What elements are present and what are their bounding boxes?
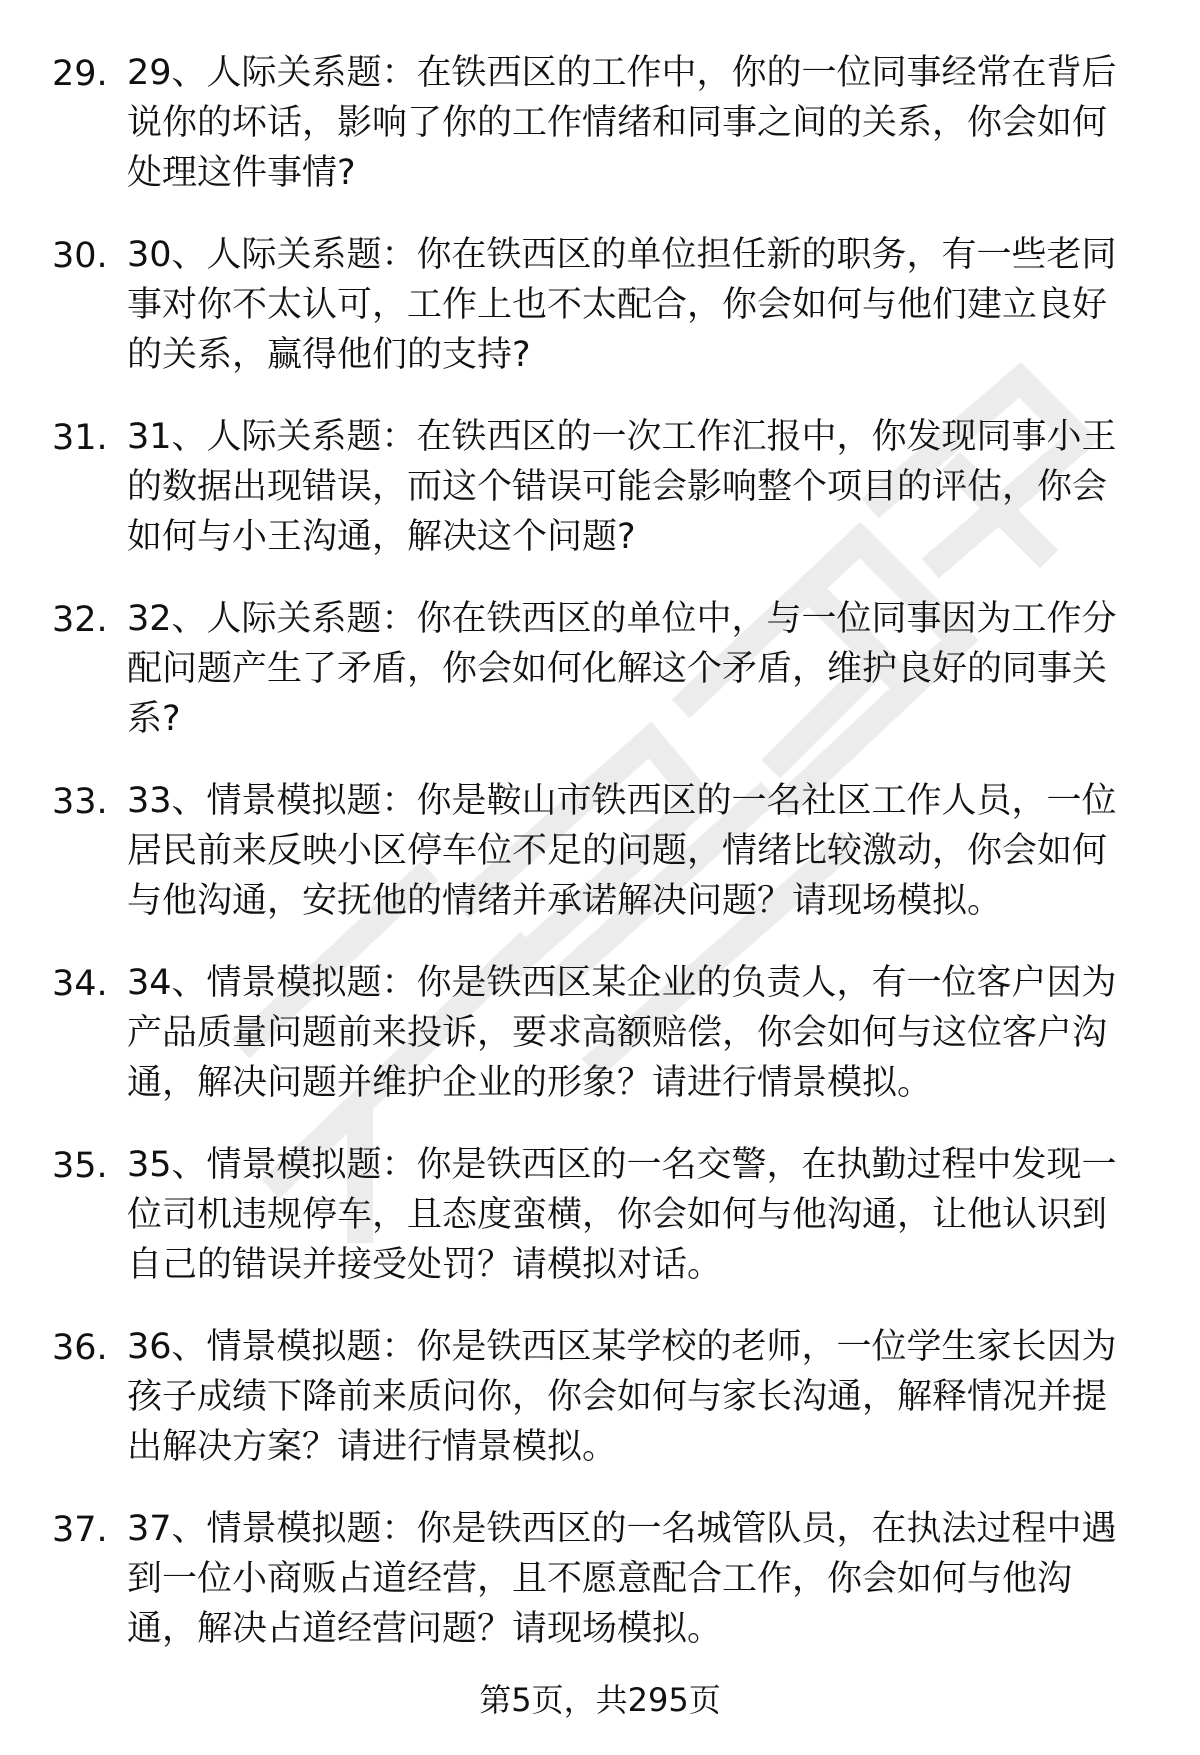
- question-line: 位司机违规停车，且态度蛮横，你会如何与他沟通，让他认识到: [127, 1195, 1108, 1235]
- question-line: 产品质量问题前来投诉，要求高额赔偿，你会如何与这位客户沟: [127, 1013, 1108, 1053]
- question-line: 32、人际关系题：你在铁西区的单位中，与一位同事因为工作分: [127, 599, 1117, 639]
- question-number: 35.: [52, 1146, 108, 1186]
- question-text: [127, 594, 1147, 744]
- question-line: 36、情景模拟题：你是铁西区某学校的老师，一位学生家长因为: [127, 1327, 1117, 1367]
- question-line: 通，解决占道经营问题？请现场模拟。: [127, 1609, 723, 1649]
- page-number-footer: 第5页，共295页: [479, 1681, 721, 1719]
- question-item-29: [0, 48, 1200, 230]
- question-text: [127, 1140, 1147, 1290]
- question-item-32: [0, 594, 1200, 776]
- question-number: 31.: [52, 418, 108, 458]
- question-line: 35、情景模拟题：你是铁西区的一名交警，在执勤过程中发现一: [127, 1145, 1117, 1185]
- question-line: 30、人际关系题：你在铁西区的单位担任新的职务，有一些老同: [127, 235, 1117, 275]
- question-line: 33、情景模拟题：你是鞍山市铁西区的一名社区工作人员，一位: [127, 781, 1117, 821]
- question-item-34: [0, 958, 1200, 1140]
- question-line: 系?: [127, 699, 181, 739]
- question-line: 事对你不太认可，工作上也不太配合，你会如何与他们建立良好: [127, 285, 1108, 325]
- question-text: [127, 958, 1147, 1108]
- question-line: 29、人际关系题：在铁西区的工作中，你的一位同事经常在背后: [127, 53, 1117, 93]
- question-number: 33.: [52, 782, 108, 822]
- question-line: 孩子成绩下降前来质问你，你会如何与家长沟通，解释情况并提: [127, 1377, 1108, 1417]
- question-text: [127, 48, 1147, 198]
- question-line: 到一位小商贩占道经营，且不愿意配合工作，你会如何与他沟: [127, 1559, 1073, 1599]
- question-item-35: [0, 1140, 1200, 1322]
- question-line: 说你的坏话，影响了你的工作情绪和同事之间的关系，你会如何: [127, 103, 1108, 143]
- question-number: 36.: [52, 1328, 108, 1368]
- question-item-33: [0, 776, 1200, 958]
- question-line: 如何与小王沟通，解决这个问题?: [127, 517, 636, 557]
- question-number: 34.: [52, 964, 108, 1004]
- question-item-37: [0, 1504, 1200, 1686]
- question-line: 的关系，赢得他们的支持?: [127, 335, 531, 375]
- question-line: 与他沟通，安抚他的情绪并承诺解决问题？请现场模拟。: [127, 881, 1003, 921]
- question-number: 37.: [52, 1510, 108, 1550]
- question-item-36: [0, 1322, 1200, 1504]
- question-line: 31、人际关系题：在铁西区的一次工作汇报中，你发现同事小王: [127, 417, 1117, 457]
- question-number: 29.: [52, 54, 108, 94]
- question-item-30: [0, 230, 1200, 412]
- question-text: [127, 230, 1147, 380]
- question-text: [127, 1504, 1147, 1654]
- question-line: 37、情景模拟题：你是铁西区的一名城管队员，在执法过程中遇: [127, 1509, 1117, 1549]
- question-line: 出解决方案？请进行情景模拟。: [127, 1427, 618, 1467]
- question-line: 自己的错误并接受处罚？请模拟对话。: [127, 1245, 723, 1285]
- question-number: 32.: [52, 600, 108, 640]
- question-line: 的数据出现错误，而这个错误可能会影响整个项目的评估，你会: [127, 467, 1108, 507]
- question-line: 配问题产生了矛盾，你会如何化解这个矛盾，维护良好的同事关: [127, 649, 1108, 689]
- question-text: [127, 776, 1147, 926]
- question-line: 居民前来反映小区停车位不足的问题，情绪比较激动，你会如何: [127, 831, 1108, 871]
- question-number: 30.: [52, 236, 108, 276]
- question-item-31: [0, 412, 1200, 594]
- question-list: [0, 48, 1200, 1686]
- question-text: [127, 1322, 1147, 1472]
- question-line: 34、情景模拟题：你是铁西区某企业的负责人，有一位客户因为: [127, 963, 1117, 1003]
- question-line: 处理这件事情?: [127, 153, 356, 193]
- question-text: [127, 412, 1147, 562]
- question-line: 通，解决问题并维护企业的形象？请进行情景模拟。: [127, 1063, 933, 1103]
